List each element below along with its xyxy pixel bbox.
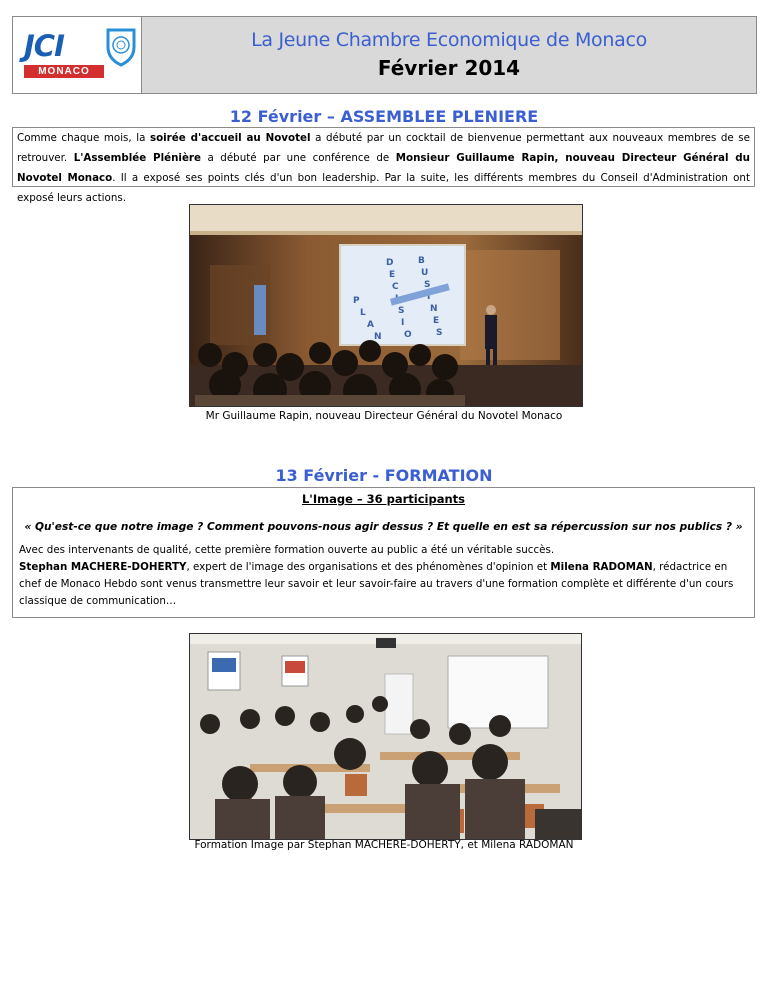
conference-photo	[189, 204, 583, 407]
svg-text:S: S	[398, 306, 405, 316]
section1-text-box	[12, 127, 755, 204]
svg-text:U: U	[421, 268, 429, 278]
header-title-cell	[142, 17, 756, 93]
formation-subhead: L'Image – 36 participants	[301, 492, 466, 506]
s2-bold: Stephan MACHERE-DOHERTY	[19, 561, 187, 573]
svg-text:O: O	[404, 330, 412, 340]
s1-text: . Il a exposé ses points clés d'un bon leadership. Par la suite, les différents membres du Conseil d'Administration ont exposé leurs actions.	[17, 172, 750, 204]
svg-text:C: C	[392, 282, 399, 292]
training-photo-image	[190, 634, 581, 839]
photo1-caption: Mr Guillaume Rapin, nouveau Directeur Général du Novotel Monaco	[205, 410, 563, 422]
svg-text:E: E	[389, 270, 396, 280]
s1-text: a débuté par une conférence de	[201, 152, 396, 164]
section2-text-box	[12, 487, 755, 618]
s1-bold: soirée d'accueil au Novotel	[149, 132, 311, 144]
s1-text: a débuté par un cocktail de bienvenue permettant aux nouveaux membres de se retrouver.	[17, 132, 751, 164]
section1-title: 12 Février – ASSEMBLEE PLENIERE	[229, 107, 539, 126]
logo-text: JCI	[24, 29, 64, 63]
svg-text:I: I	[401, 318, 405, 328]
s2-bold: Milena RADOMAN	[550, 561, 653, 573]
s1-bold: L'Assemblée Plénière	[73, 152, 201, 164]
section2-title: 13 Février - FORMATION	[275, 466, 493, 485]
training-photo	[189, 633, 582, 840]
svg-text:D: D	[386, 258, 394, 268]
s2-text: , rédactrice en chef de Monaco Hebdo sont venus transmettre leur savoir et leur savoir-faire au travers d'une formation complète et différente d'un cours classique de communication…	[19, 561, 734, 607]
svg-text:P: P	[353, 296, 360, 306]
svg-text:E: E	[433, 316, 440, 326]
issue-month: Février 2014	[377, 56, 521, 80]
photo2-caption: Formation Image par Stephan MACHERE-DOHERTY, et Milena RADOMAN	[194, 839, 574, 851]
logo-subtitle: MONACO	[24, 65, 104, 78]
svg-text:I: I	[427, 292, 431, 302]
formation-quote: « Qu'est-ce que notre image ? Comment pouvons-nous agir dessus ? Et quelle en est sa répercussion sur nos publics ? »	[24, 521, 743, 533]
s2-text: , expert de l'image des organisations et des phénomènes d'opinion et	[186, 561, 551, 573]
s2-text: Avec des intervenants de qualité, cette première formation ouverte au public a été un véritable succès.	[19, 544, 555, 556]
conference-photo-image	[190, 205, 582, 406]
jci-logo	[13, 17, 142, 93]
s1-text: Comme chaque mois, la	[17, 132, 150, 144]
page-header	[12, 16, 757, 94]
svg-text:N: N	[430, 304, 438, 314]
svg-text:A: A	[367, 320, 374, 330]
shield-icon	[106, 27, 136, 67]
s1-bold: Monsieur Guillaume Rapin, nouveau Directeur Général du Novotel Monaco	[17, 152, 750, 184]
formation-paragraph	[19, 542, 748, 610]
svg-text:B: B	[418, 256, 425, 266]
svg-text:S: S	[424, 280, 431, 290]
svg-text:L: L	[360, 308, 366, 318]
svg-text:N: N	[374, 332, 382, 342]
svg-text:S: S	[436, 328, 443, 338]
organization-title: La Jeune Chambre Economique de Monaco	[251, 29, 647, 51]
